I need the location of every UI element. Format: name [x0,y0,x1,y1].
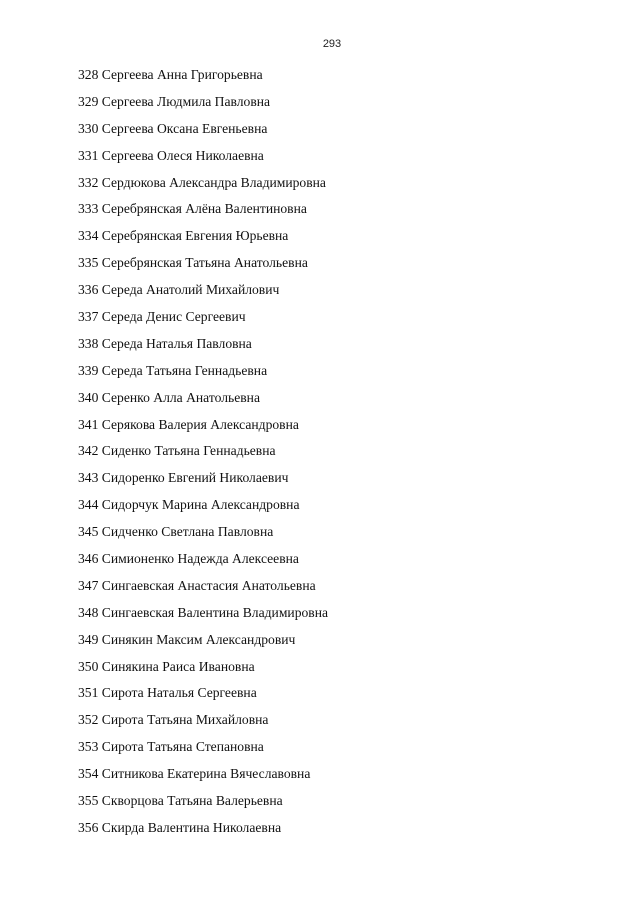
list-item: 336 Середа Анатолий Михайлович [78,282,280,298]
list-item: 354 Ситникова Екатерина Вячеславовна [78,766,311,782]
list-item: 347 Сингаевская Анастасия Анатольевна [78,577,316,593]
list-item: 349 Синякин Максим Александрович [78,631,296,647]
list-item: 338 Середа Наталья Павловна [78,335,252,351]
list-item: 355 Скворцова Татьяна Валерьевна [78,793,283,809]
list-item: 335 Серебрянская Татьяна Анатольевна [78,255,308,271]
list-item: 341 Серякова Валерия Александровна [78,416,299,432]
list-item: 332 Сердюкова Александра Владимировна [78,174,326,190]
list-item: 348 Сингаевская Валентина Владимировна [78,604,329,620]
list-item: 350 Синякина Раиса Ивановна [78,658,255,674]
list-item: 356 Скирда Валентина Николаевна [78,819,282,835]
list-item: 339 Середа Татьяна Геннадьевна [78,362,268,378]
list-item: 328 Сергеева Анна Григорьевна [78,67,263,82]
list-item: 346 Симионенко Надежда Алексеевна [78,551,299,567]
list-item: 331 Сергеева Олеся Николаевна [78,147,264,163]
list-item: 351 Сирота Наталья Сергеевна [78,685,257,701]
list-item: 330 Сергеева Оксана Евгеньевна [78,120,268,136]
list-item: 337 Середа Денис Сергеевич [78,309,246,325]
list-item: 329 Сергеева Людмила Павловна [78,93,271,109]
name-list [78,66,328,846]
list-item: 352 Сирота Татьяна Михайловна [78,712,269,728]
list-item: 344 Сидорчук Марина Александровна [78,497,300,513]
list-item: 342 Сиденко Татьяна Геннадьевна [78,443,276,459]
list-item: 334 Серебрянская Евгения Юрьевна [78,228,289,244]
page-number: 293 [322,38,342,50]
list-item: 343 Сидоренко Евгений Николаевич [78,470,289,486]
list-item: 353 Сирота Татьяна Степановна [78,739,264,755]
list-item: 345 Сидченко Светлана Павловна [78,524,274,540]
list-item: 333 Серебрянская Алёна Валентиновна [78,201,307,217]
list-item: 340 Серенко Алла Анатольевна [78,389,260,405]
